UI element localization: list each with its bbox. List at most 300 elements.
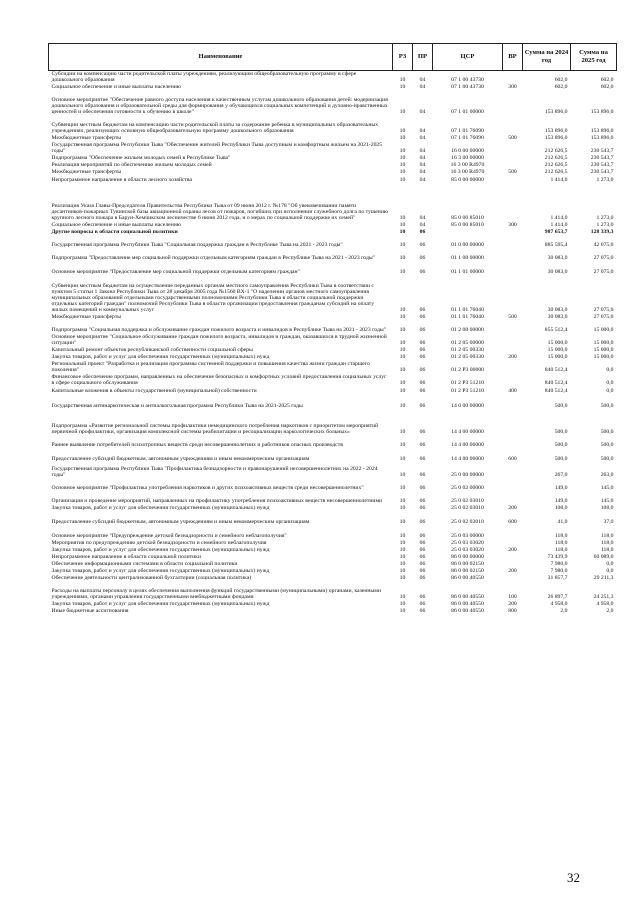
row-rz: 10 <box>399 561 406 568</box>
header-rz: РЗ <box>393 44 413 71</box>
row-vr: 600 <box>508 456 517 463</box>
table-row <box>49 184 617 222</box>
row-sum-2024: 31 857,7 <box>547 575 568 582</box>
table-row <box>49 162 617 169</box>
row-vr: 500 <box>508 314 517 321</box>
row-sum-2024: 840 512,4 <box>544 388 568 395</box>
table-row <box>49 436 617 449</box>
row-csr: 14 0 00 00000 <box>451 403 484 410</box>
row-sum-2024: 212 626,5 <box>544 155 568 162</box>
row-name: Основное мероприятие "Предупреждение детской безнадзорности и семейного неблагополучия" <box>51 533 287 540</box>
row-csr: 86 0 00 40550 <box>451 575 484 582</box>
row-sum-2025: 128 339,3 <box>590 229 614 236</box>
row-sum-2025: 602,0 <box>600 84 614 91</box>
row-vr <box>503 116 523 135</box>
row-vr: 200 <box>508 354 517 361</box>
table-row <box>49 135 617 142</box>
row-vr <box>503 410 523 436</box>
row-vr <box>503 71 523 84</box>
row-sum-2024: 149,0 <box>554 498 568 505</box>
row-pr: 06 <box>419 327 426 334</box>
row-vr: 400 <box>508 388 517 395</box>
row-pr: 06 <box>419 388 426 395</box>
row-sum-2024: 212 626,5 <box>544 162 568 169</box>
row-sum-2024: 840 512,4 <box>544 380 568 387</box>
row-csr: 25 0 03 00000 <box>451 533 484 540</box>
row-name: Региональный проект "Разработка и реализация программы системной поддержки и повышения качества жизни граждан старшего поколения" <box>51 361 370 374</box>
row-csr: 85 0 00 85010 <box>451 215 484 222</box>
row-pr: 06 <box>419 472 426 479</box>
row-rz: 10 <box>399 403 406 410</box>
row-pr: 06 <box>419 354 426 361</box>
table-row <box>49 71 617 84</box>
table-row <box>49 449 617 463</box>
row-name: Государственная программа Республики Тыва "Профилактика безнадзорности и правонарушений несовершеннолетних на 2022 - 2024 годы" <box>51 466 378 479</box>
table-row <box>49 512 617 526</box>
row-pr: 04 <box>419 77 426 84</box>
row-sum-2025: 153 896,0 <box>590 135 614 142</box>
row-sum-2025: 230 543,7 <box>590 162 614 169</box>
row-name: Финансовое обеспечение программ, направленных на обеспечение безопасных и комфортных условий предоставления социальных услуг в сфере социального обслуживания <box>51 374 387 387</box>
row-name: Межбюджетные трансферты <box>51 169 122 176</box>
row-name: Непрограммное направление в области лесного хозяйства <box>51 177 193 184</box>
row-sum-2024: 7 980,0 <box>550 568 568 575</box>
row-vr <box>503 526 523 540</box>
row-sum-2024: 500,0 <box>554 442 568 449</box>
table-row <box>49 347 617 354</box>
table-row <box>49 505 617 512</box>
budget-table-sheet <box>48 43 616 615</box>
row-csr: 25 0 03 03020 <box>451 547 484 554</box>
table-row <box>49 575 617 582</box>
row-sum-2025: 118,0 <box>600 547 614 554</box>
table-row <box>49 229 617 236</box>
row-rz: 10 <box>399 380 406 387</box>
row-rz: 10 <box>399 533 406 540</box>
row-sum-2024: 212 626,5 <box>544 148 568 155</box>
row-rz: 10 <box>399 388 406 395</box>
row-rz: 10 <box>399 505 406 512</box>
row-sum-2025: 108,0 <box>600 505 614 512</box>
row-sum-2025: 15 000,0 <box>593 354 614 361</box>
row-pr: 06 <box>419 533 426 540</box>
row-sum-2024: 885 595,4 <box>544 242 568 249</box>
row-sum-2025: 0,0 <box>606 367 614 374</box>
row-rz: 10 <box>399 314 406 321</box>
row-csr: 07 1 01 00000 <box>451 109 484 116</box>
row-sum-2025: 42 075,0 <box>593 242 614 249</box>
row-sum-2024: 602,0 <box>554 84 568 91</box>
row-name: Социальное обеспечение и иные выплаты населению <box>51 222 182 229</box>
row-pr: 06 <box>419 485 426 492</box>
row-pr: 06 <box>419 314 426 321</box>
row-vr <box>503 162 523 169</box>
table-row <box>49 374 617 387</box>
row-csr: 07 1 00 43730 <box>451 84 484 91</box>
row-name: Обеспечение информационными системами в области социальной политики <box>51 561 238 568</box>
row-rz: 10 <box>399 367 406 374</box>
row-name: Основное мероприятие "Предоставление мер социальной поддержки отдельным категориям граждан" <box>51 269 300 276</box>
row-pr: 06 <box>419 456 426 463</box>
row-pr: 06 <box>419 269 426 276</box>
row-pr: 06 <box>419 498 426 505</box>
row-rz: 10 <box>399 456 406 463</box>
row-csr: 01 2 00 00000 <box>451 327 484 334</box>
table-row <box>49 561 617 568</box>
row-pr: 04 <box>419 169 426 176</box>
row-sum-2025: 118,0 <box>600 540 614 547</box>
row-name: Основное мероприятие "Обеспечение равного доступа населения к качественным услугам дошкольного образования детей: модернизация дошкольного образования и образовательной среды для формирования у обучающихся социальных компетенций и духовно-нравственных ценностей и обеспечения готовности к обучению в школе" <box>51 97 388 116</box>
table-row <box>49 492 617 505</box>
row-sum-2024: 15 000,0 <box>547 354 568 361</box>
table-row <box>49 116 617 135</box>
row-rz: 10 <box>399 498 406 505</box>
row-csr: 01 1 01 76040 <box>451 314 484 321</box>
row-name: Раннее выявление потребителей психотропных веществ среди несовершеннолетних и работников опасных производств <box>51 442 343 449</box>
row-rz: 10 <box>399 354 406 361</box>
row-csr: 14 4 00 00000 <box>451 429 484 436</box>
table-row <box>49 176 617 184</box>
row-vr <box>503 249 523 262</box>
row-vr <box>503 229 523 236</box>
row-name: Подпрограмма "Обеспечение жильем молодых семей в Республике Тыва" <box>51 155 231 162</box>
row-sum-2025: 15 000,0 <box>593 340 614 347</box>
row-sum-2024: 149,0 <box>554 485 568 492</box>
row-pr: 06 <box>419 442 426 449</box>
row-pr: 06 <box>419 601 426 608</box>
row-sum-2025: 24 251,3 <box>593 594 614 601</box>
row-vr <box>503 361 523 374</box>
row-csr: 86 0 00 40550 <box>451 594 484 601</box>
row-vr: 500 <box>508 135 517 142</box>
row-vr <box>503 575 523 582</box>
row-name: Закупка товаров, работ и услуг для обеспечения государственных (муниципальных) нужд <box>51 601 270 608</box>
row-vr <box>503 321 523 334</box>
row-sum-2025: 27 075,0 <box>593 314 614 321</box>
row-pr: 06 <box>419 429 426 436</box>
row-name: Подпрограмма "Социальная поддержка и обслуживание граждан пожилого возраста и инвалидов в Республике Тыва на 2021 - 2023 годы" <box>51 327 387 334</box>
row-vr: 300 <box>508 84 517 91</box>
row-sum-2024: 118,0 <box>554 540 568 547</box>
row-rz: 10 <box>399 594 406 601</box>
row-vr <box>503 155 523 162</box>
row-pr: 06 <box>419 505 426 512</box>
row-sum-2024: 73 439,9 <box>547 554 568 561</box>
row-csr: 25 0 02 03010 <box>451 505 484 512</box>
row-sum-2025: 29 211,3 <box>593 575 614 582</box>
row-rz: 10 <box>399 148 406 155</box>
row-rz: 10 <box>399 519 406 526</box>
row-rz: 10 <box>399 242 406 249</box>
row-sum-2024: 987 653,7 <box>544 229 568 236</box>
row-pr: 04 <box>419 135 426 142</box>
row-sum-2025: 230 543,7 <box>590 155 614 162</box>
row-vr <box>503 184 523 222</box>
row-pr: 04 <box>419 215 426 222</box>
row-rz: 10 <box>399 177 406 184</box>
header-vr: ВР <box>503 44 523 71</box>
row-rz: 10 <box>399 77 406 84</box>
row-sum-2025: 37,0 <box>603 519 614 526</box>
row-pr: 06 <box>419 547 426 554</box>
row-sum-2024: 1 414,0 <box>550 222 568 229</box>
row-sum-2025: 60 089,0 <box>593 554 614 561</box>
row-csr: 25 0 03 03020 <box>451 540 484 547</box>
row-csr: 86 0 00 02150 <box>451 568 484 575</box>
row-name: Государственная программа Республики Тыва "Социальная поддержка граждан в Республике Тыва на 2021 - 2023 годы" <box>51 242 343 249</box>
row-pr: 06 <box>419 403 426 410</box>
row-vr: 500 <box>508 169 517 176</box>
row-sum-2024: 26 897,7 <box>547 594 568 601</box>
row-csr: 16 0 00 00000 <box>451 148 484 155</box>
row-pr: 04 <box>419 155 426 162</box>
row-sum-2025: 27 075,0 <box>593 255 614 262</box>
row-vr <box>503 334 523 347</box>
row-csr: 86 0 00 02150 <box>451 561 484 568</box>
row-sum-2025: 0,0 <box>606 568 614 575</box>
row-pr: 06 <box>419 540 426 547</box>
row-csr: 01 2 05 00330 <box>451 354 484 361</box>
table-header-row <box>49 44 617 71</box>
row-name: Подпрограмма "Предоставление мер социальной поддержки отдельным категориям граждан в Республике Тыва на 2021 - 2023 годы" <box>51 255 375 262</box>
row-csr: 01 1 01 00000 <box>451 269 484 276</box>
table-row <box>49 479 617 492</box>
row-rz: 10 <box>399 162 406 169</box>
row-vr <box>503 492 523 505</box>
row-sum-2024: 500,0 <box>554 456 568 463</box>
row-rz: 10 <box>399 229 406 236</box>
row-vr <box>503 479 523 492</box>
row-pr: 04 <box>419 84 426 91</box>
row-csr: 86 0 00 00000 <box>451 554 484 561</box>
row-pr: 04 <box>419 222 426 229</box>
table-row <box>49 601 617 608</box>
row-csr: 25 0 02 03010 <box>451 519 484 526</box>
row-csr: 86 0 00 40550 <box>451 601 484 608</box>
row-sum-2025: 500,0 <box>600 456 614 463</box>
row-sum-2025: 0,0 <box>606 380 614 387</box>
row-name: Основное мероприятие "Профилактика употребления наркотиков и других психоактивных веществ среди несовершеннолетних" <box>51 485 364 492</box>
row-name: Расходы на выплаты персоналу в целях обеспечения выполнения функций государственными (муниципальными) органами, казенными учреждениями, органами управления государственными внебюджетными фондами <box>51 588 381 601</box>
table-row <box>49 169 617 176</box>
table-row <box>49 582 617 601</box>
row-sum-2025: 145,0 <box>600 498 614 505</box>
table-row <box>49 334 617 347</box>
header-pr: ПР <box>413 44 433 71</box>
row-sum-2025: 15 000,0 <box>593 327 614 334</box>
row-csr: 07 1 01 76090 <box>451 135 484 142</box>
table-row <box>49 84 617 91</box>
row-rz: 10 <box>399 547 406 554</box>
row-sum-2024: 602,0 <box>554 77 568 84</box>
row-csr: 01 2 05 00330 <box>451 347 484 354</box>
row-sum-2025: 263,0 <box>600 472 614 479</box>
table-row <box>49 276 617 314</box>
row-pr: 06 <box>419 561 426 568</box>
row-pr: 06 <box>419 242 426 249</box>
row-pr: 06 <box>419 229 426 236</box>
row-vr <box>503 347 523 354</box>
row-name: Непрограммное направление в области социальной политики <box>51 554 201 561</box>
row-vr <box>503 395 523 410</box>
row-pr: 06 <box>419 575 426 582</box>
row-csr: 01 2 05 00000 <box>451 340 484 347</box>
row-csr <box>433 229 503 236</box>
table-row <box>49 387 617 395</box>
row-sum-2024: 30 083,0 <box>547 307 568 314</box>
table-row <box>49 262 617 276</box>
row-name: Закупка товаров, работ и услуг для обеспечения государственных (муниципальных) нужд <box>51 568 270 575</box>
row-csr: 01 2 P3 00000 <box>450 367 485 374</box>
row-pr: 06 <box>419 594 426 601</box>
row-sum-2025: 1 273,0 <box>596 177 614 184</box>
row-pr: 06 <box>419 519 426 526</box>
row-sum-2024: 500,0 <box>554 403 568 410</box>
row-vr <box>503 436 523 449</box>
row-sum-2025: 1 273,0 <box>596 215 614 222</box>
row-name: Субвенции местным бюджетам на компенсацию части родительской платы за содержание ребенка в муниципальных образовательных учреждениях, реализующих основную общеобразовательную программу дошкольного образования <box>51 122 379 135</box>
page-number: 32 <box>567 870 580 885</box>
row-csr: 07 1 00 43730 <box>451 77 484 84</box>
row-rz: 10 <box>399 485 406 492</box>
row-rz: 10 <box>399 128 406 135</box>
row-name: Государственная программа Республики Тыва "Обеспечение жителей Республики Тыва доступным и комфортным жильем на 2021-2025 годы" <box>51 142 383 155</box>
row-csr: 25 0 02 00000 <box>451 485 484 492</box>
row-pr: 06 <box>419 554 426 561</box>
row-sum-2024: 267,0 <box>554 472 568 479</box>
row-name: Иные бюджетные ассигнования <box>51 608 129 615</box>
row-rz: 10 <box>399 255 406 262</box>
row-name: Подпрограмма «Развитие региональной системы профилактики немедицинского потребления наркотиков с приоритетом мероприятий первичной профилактики, организация комплексной системы реабилитации и ресоциализации наркологических больных» <box>51 423 379 436</box>
row-csr: 01 1 00 00000 <box>451 255 484 262</box>
row-pr: 04 <box>419 148 426 155</box>
table-row <box>49 361 617 374</box>
row-pr: 06 <box>419 367 426 374</box>
row-rz: 10 <box>399 109 406 116</box>
row-csr: 07 1 01 76090 <box>451 128 484 135</box>
row-sum-2024: 153 896,0 <box>544 135 568 142</box>
row-csr: 86 0 00 40550 <box>451 608 484 615</box>
row-sum-2024: 30 083,0 <box>547 314 568 321</box>
row-sum-2025: 153 896,0 <box>590 109 614 116</box>
row-rz: 10 <box>399 429 406 436</box>
row-vr: 200 <box>508 547 517 554</box>
row-sum-2024: 118,0 <box>554 547 568 554</box>
row-rz: 10 <box>399 554 406 561</box>
row-sum-2025: 153 896,0 <box>590 128 614 135</box>
row-rz: 10 <box>399 155 406 162</box>
table-row <box>49 142 617 155</box>
table-row <box>49 463 617 479</box>
row-csr: 14 4 00 06000 <box>451 456 484 463</box>
row-name: Субсидии на компенсацию части родительской платы учреждениям, реализующим общеобразовательную программу в сфере дошкольного образования <box>51 71 357 84</box>
row-name: Обеспечение деятельности централизованной бухгалтерии (социальная политика) <box>51 575 252 582</box>
row-vr <box>503 236 523 249</box>
row-rz: 10 <box>399 169 406 176</box>
row-sum-2024: 153 896,0 <box>544 128 568 135</box>
row-vr: 800 <box>508 608 517 615</box>
table-row <box>49 410 617 436</box>
row-csr: 85 0 00 85010 <box>451 222 484 229</box>
header-sum-2024: Сумма на 2024 год <box>523 44 571 71</box>
row-name: Другие вопросы в области социальной политики <box>51 229 178 236</box>
row-rz: 10 <box>399 601 406 608</box>
row-csr: 14 4 00 06000 <box>451 442 484 449</box>
row-name: Социальное обеспечение и иные выплаты населению <box>51 84 182 91</box>
row-name: Капитальные вложения в объекты государственной (муниципальной) собственности <box>51 388 257 395</box>
header-sum-2025: Сумма на 2025 год <box>571 44 617 71</box>
row-vr <box>503 374 523 387</box>
table-row <box>49 526 617 540</box>
row-sum-2025: 27 075,0 <box>593 307 614 314</box>
row-vr <box>503 91 523 116</box>
row-sum-2025: 118,0 <box>600 533 614 540</box>
row-sum-2024: 855 512,4 <box>544 327 568 334</box>
row-pr: 06 <box>419 340 426 347</box>
header-csr: ЦСР <box>433 44 503 71</box>
table-row <box>49 155 617 162</box>
row-pr: 06 <box>419 347 426 354</box>
table-row <box>49 547 617 554</box>
row-csr: 01 2 P3 51210 <box>450 388 485 395</box>
row-sum-2024: 500,0 <box>554 429 568 436</box>
row-rz: 10 <box>399 269 406 276</box>
row-sum-2024: 1 414,0 <box>550 177 568 184</box>
row-csr: 25 0 02 03010 <box>451 498 484 505</box>
row-rz: 10 <box>399 327 406 334</box>
row-sum-2024: 7 980,0 <box>550 561 568 568</box>
row-sum-2024: 15 000,0 <box>547 340 568 347</box>
row-sum-2025: 230 543,7 <box>590 169 614 176</box>
row-sum-2024: 108,0 <box>554 505 568 512</box>
header-name: Наименование <box>49 44 393 71</box>
row-rz: 10 <box>399 540 406 547</box>
row-rz: 10 <box>399 568 406 575</box>
row-sum-2025: 4 958,0 <box>596 601 614 608</box>
row-rz: 10 <box>399 340 406 347</box>
table-row <box>49 540 617 547</box>
row-vr <box>503 276 523 314</box>
row-vr: 200 <box>508 505 517 512</box>
table-row <box>49 395 617 410</box>
row-pr: 06 <box>419 307 426 314</box>
row-vr <box>503 463 523 479</box>
row-name: Капитальный ремонт объектов республиканской собственности социальной сферы <box>51 347 253 354</box>
row-rz: 10 <box>399 472 406 479</box>
row-pr: 06 <box>419 568 426 575</box>
row-pr: 06 <box>419 608 426 615</box>
row-sum-2025: 27 075,0 <box>593 269 614 276</box>
row-rz: 10 <box>399 442 406 449</box>
table-row <box>49 249 617 262</box>
row-name: Субвенции местным бюджетам на осуществление переданных органам местного самоуправления Республики Тыва в соответствии с пунктом 5 статьи 1 Закона Республики Тыва от 28 декабря 2005 года №1560 ВХ-1 "О наделении органов местного самоуправления муниципальных образований отдельными государственными полномочиями Республики Тыва в области социальной поддержки отдельных категорий граждан" полномочий Республики Тыва в области организации предоставления гражданам субсидий на оплату жилых помещений и коммунальных услуг <box>51 283 375 314</box>
row-pr: 06 <box>419 380 426 387</box>
row-sum-2025: 500,0 <box>600 429 614 436</box>
row-csr: 25 0 00 00000 <box>451 472 484 479</box>
row-pr: 04 <box>419 128 426 135</box>
row-pr: 04 <box>419 177 426 184</box>
table-row <box>49 608 617 615</box>
row-vr <box>503 176 523 184</box>
row-pr: 04 <box>419 109 426 116</box>
row-rz: 10 <box>399 608 406 615</box>
row-rz: 10 <box>399 215 406 222</box>
row-csr: 01 2 P3 51210 <box>450 380 485 387</box>
row-vr <box>503 262 523 276</box>
budget-table <box>48 43 617 615</box>
row-vr <box>503 540 523 547</box>
table-row <box>49 314 617 321</box>
